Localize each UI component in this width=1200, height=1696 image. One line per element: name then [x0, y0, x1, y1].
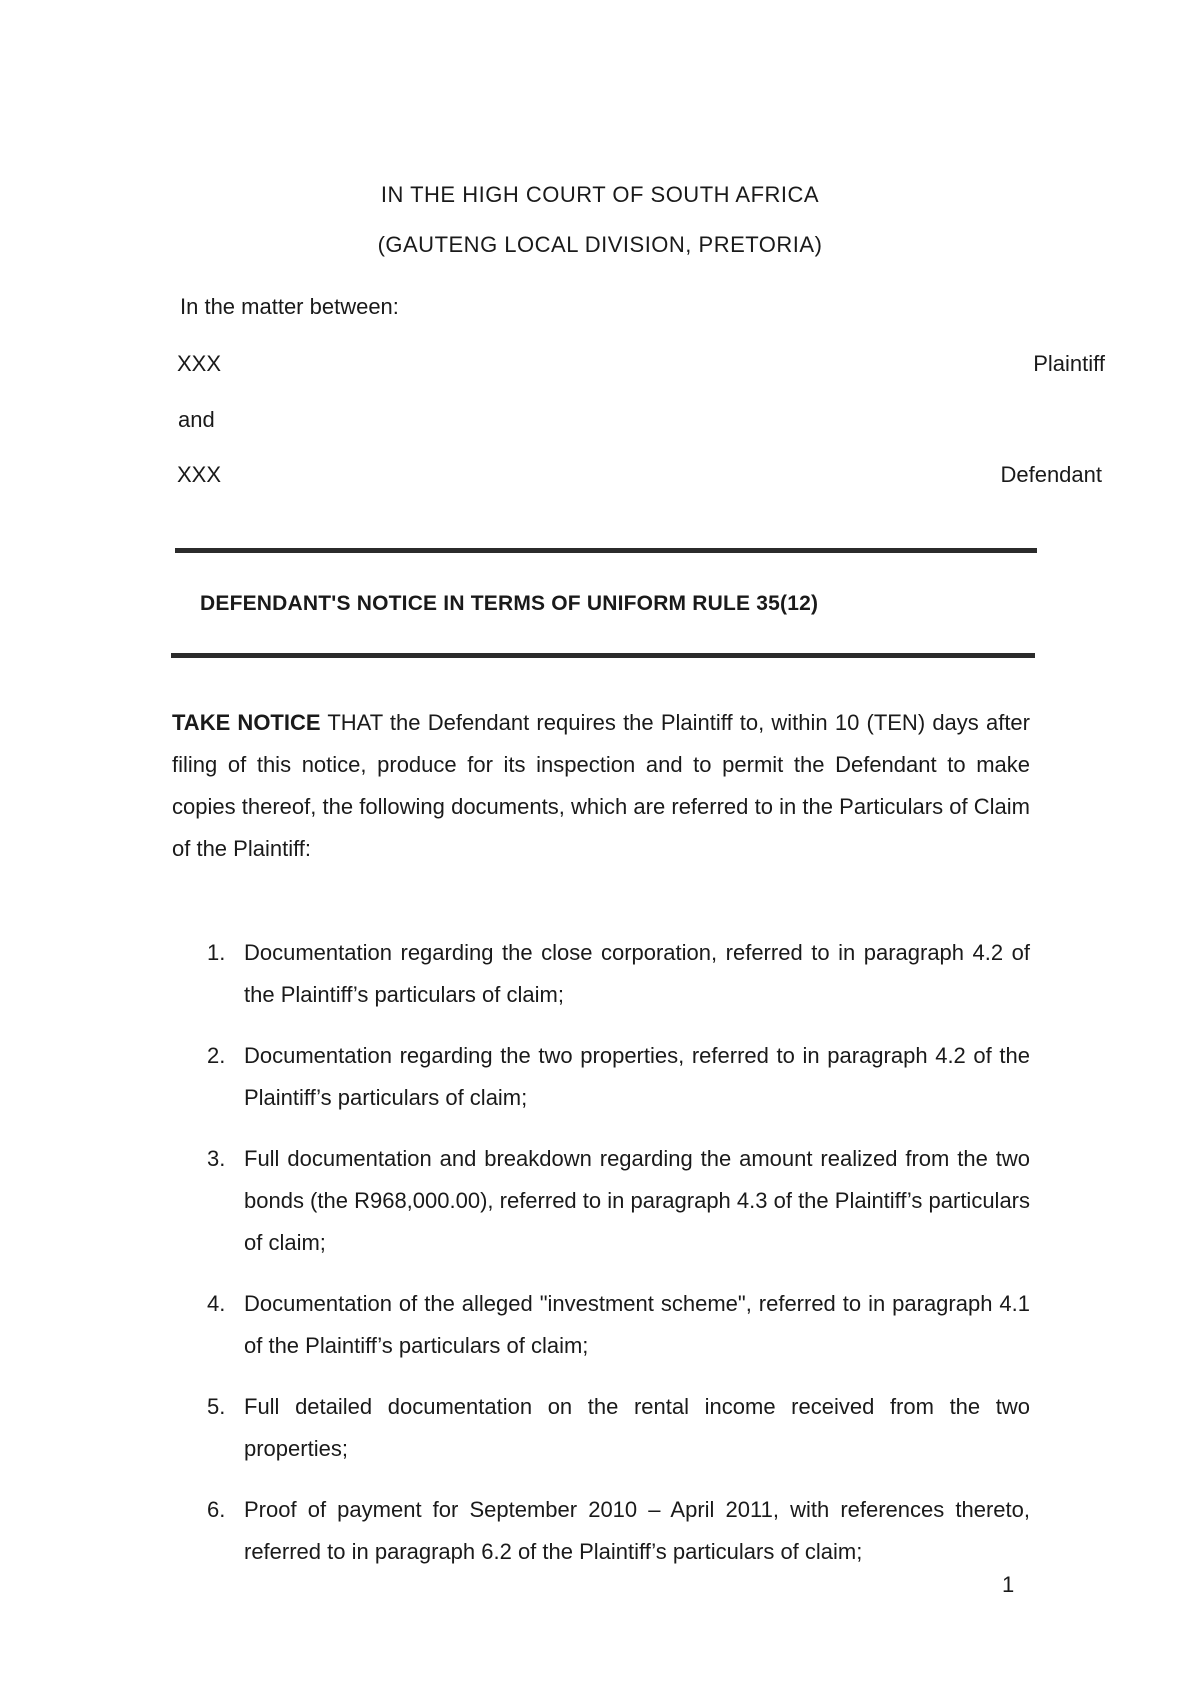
take-notice-lead: TAKE NOTICE: [172, 710, 321, 735]
court-name: IN THE HIGH COURT OF SOUTH AFRICA: [380, 182, 820, 207]
defendant-role: Defendant: [1000, 462, 1102, 487]
bottom-rule: [171, 653, 1035, 658]
item-number: 4.: [207, 1291, 226, 1316]
matter-intro: In the matter between:: [180, 294, 399, 319]
list-item: [172, 1283, 1030, 1367]
list-item: [172, 1386, 1030, 1470]
item-number: 1.: [207, 940, 226, 965]
item-text: Full documentation and breakdown regarding the amount realized from the two bonds (the R968,000.00), referred to in paragraph 4.3 of the Plaintiff’s particulars of claim;: [244, 1146, 1030, 1255]
item-number: 5.: [207, 1394, 226, 1419]
page-number: 1: [1002, 1572, 1015, 1597]
court-division: (GAUTENG LOCAL DIVISION, PRETORIA): [377, 232, 823, 257]
item-number: 2.: [207, 1043, 226, 1068]
item-text: Full detailed documentation on the rental income received from the two properties;: [244, 1394, 1030, 1461]
plaintiff-role: Plaintiff: [1033, 351, 1105, 376]
defendant-name: XXX: [177, 462, 222, 487]
item-text: Documentation regarding the two properties, referred to in paragraph 4.2 of the Plaintiff’s particulars of claim;: [244, 1043, 1030, 1110]
plaintiff-name: XXX: [177, 351, 222, 376]
item-number: 6.: [207, 1497, 226, 1522]
item-number: 3.: [207, 1146, 226, 1171]
documents-list: [172, 932, 1030, 1592]
item-text: Documentation regarding the close corporation, referred to in paragraph 4.2 of the Plaintiff’s particulars of claim;: [244, 940, 1030, 1007]
notice-paragraph: [172, 702, 1030, 870]
list-item: [172, 1035, 1030, 1119]
top-rule: [175, 548, 1037, 553]
notice-title: DEFENDANT'S NOTICE IN TERMS OF UNIFORM RULE 35(12): [200, 592, 819, 615]
item-text: Proof of payment for September 2010 – April 2011, with references thereto, referred to in paragraph 6.2 of the Plaintiff’s particulars of claim;: [244, 1497, 1030, 1564]
list-item: [172, 1489, 1030, 1573]
list-item: [172, 1138, 1030, 1264]
item-text: Documentation of the alleged "investment scheme", referred to in paragraph 4.1 of the Plaintiff’s particulars of claim;: [244, 1291, 1030, 1358]
and-conjunction: and: [178, 407, 215, 432]
notice-body-text: THAT the Defendant requires the Plaintiff to, within 10 (TEN) days after filing of this notice, produce for its inspection and to permit the Defendant to make copies thereof, the following documents, which are referred to in the Particulars of Claim of the Plaintiff:: [172, 710, 1030, 861]
list-item: [172, 932, 1030, 1016]
